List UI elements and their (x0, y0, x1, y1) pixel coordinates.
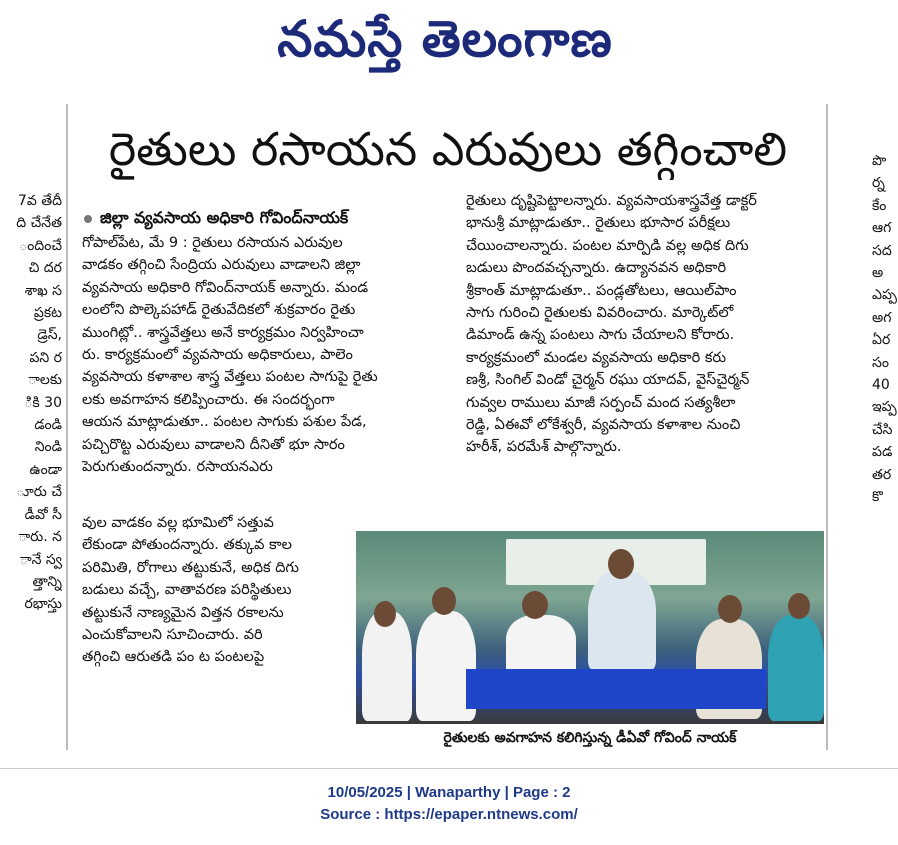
text-line: లకు అవగాహన కలిప్పించారు. ఈ సందర్భంగా (82, 391, 335, 408)
article-headline: రైతులు రసాయన ఎరువులు తగ్గించాలి (108, 122, 788, 176)
text-line: ికి 30 (24, 394, 62, 411)
photo-caption: రైతులకు అవగాహన కలిగిస్తున్న డీఏవో గోవింద్ నాయక్ (443, 730, 737, 746)
text-line: ూరు చే (16, 484, 62, 501)
text-line: త్తాన్ని (32, 573, 62, 590)
text-line: రైతులు దృష్టిపెట్టాలన్నారు. వ్యవసాయశాస్త్రవేత్త డాక్టర్ (466, 193, 757, 209)
photo-person-head (788, 593, 810, 619)
text-line: అ (872, 265, 884, 282)
text-line: పెరుగుతుందన్నారు. రసాయనఎరు (82, 459, 273, 476)
text-line: రు. కార్యక్రమంలో వ్యవసాయ అధికారులు, పాలెం (82, 347, 353, 364)
article-column-2 (466, 190, 818, 459)
photo-person-head (432, 587, 456, 615)
article-column-1 (82, 232, 452, 478)
text-line: డీవో సీ (24, 506, 62, 523)
text-line: బడులు వచ్చే, వాతావరణ పరిస్థితులు (82, 582, 292, 599)
footer-divider (0, 768, 898, 769)
text-line: సద (872, 242, 892, 259)
text-line: కార్యక్రమంలో మండల వ్యవసాయ అధికారి కరు (466, 349, 727, 366)
photo-person-speaking (588, 571, 656, 671)
text-line: ందించే (19, 237, 62, 254)
text-line: ఆగ (872, 220, 892, 237)
article-column-1-continued (82, 512, 368, 669)
text-line: సాగు గురించి రైతులకు వివరించారు. మార్కెట్‌లో (466, 305, 734, 322)
text-line: అగ (872, 309, 892, 326)
text-line: కొ (872, 489, 883, 506)
photo-person-head (374, 601, 396, 627)
text-line: వ్యవసాయ కళాశాల శాస్త్ర వేత్తలు పంటల సాగుపై రైతు (82, 369, 378, 386)
text-line: ముంగిట్లో.. శాస్త్రవేత్తలు అనే కార్యక్రమం నిర్వహించా (82, 324, 364, 341)
text-line: ఆయన మాట్లాడుతూ.. పంటల సాగుకు పశుల పేడ, (82, 414, 367, 431)
text-line: చేయించాలన్నారు. పంటల మార్పిడి వల్ల అధిక దిగు (466, 237, 749, 254)
text-line: ఇప్ప (872, 399, 897, 416)
photo-person-head (608, 549, 634, 579)
page-footer (0, 782, 898, 826)
newspaper-masthead: నమస్తే తెలంగాణ (277, 10, 613, 68)
text-line: ఏర (872, 332, 891, 349)
text-line: డిమాండ్ ఉన్న పంటలు సాగు చేయాలని కోరారు. (466, 327, 735, 344)
text-line: డండి (34, 417, 62, 434)
footer-date-edition: 10/05/2025 | Wanaparthy | Page : 2 (327, 784, 571, 801)
text-line: రభాస్తు (24, 596, 62, 613)
text-line: తగ్గించి ఆరుతడి పం ట పంటలపై (82, 649, 265, 666)
text-line: పొ (872, 153, 887, 169)
event-photo (356, 531, 824, 724)
text-line: శ్రీకాంత్ మాట్లాడుతూ.. పండ్లతోటలు, ఆయిల్‌పాం (466, 282, 737, 299)
text-line: సం (872, 354, 889, 371)
text-line: పడ (872, 444, 893, 461)
text-line: తట్టుకునే నాణ్యమైన విత్తన రకాలను (82, 604, 284, 621)
text-line: ర్న (872, 175, 885, 192)
text-line: వాడకం తగ్గించి సేంద్రియ ఎరువులు వాడాలని జిల్లా (82, 257, 361, 274)
text-line: ఉండా (29, 461, 62, 478)
photo-table (466, 669, 766, 709)
text-line: ాలకు (28, 372, 62, 389)
text-line: పరిమితి, రోగాలు తట్టుకునే, అధిక దిగు (82, 559, 299, 576)
byline-text: జిల్లా వ్యవసాయ అధికారి గోవింద్‌నాయక్ (100, 208, 349, 227)
footer-source: Source : https://epaper.ntnews.com/ (320, 806, 578, 823)
photo-person-head (522, 591, 548, 619)
text-line: తర (872, 466, 892, 483)
photo-person-head (718, 595, 742, 623)
text-line: 40 (872, 377, 890, 394)
text-line: పని ర (29, 349, 62, 366)
adjacent-article-left (0, 190, 62, 616)
adjacent-article-right (872, 150, 898, 509)
text-line: చేసి (872, 421, 893, 438)
text-line: పచ్చిరొట్ట ఎరువులు వాడాలని దీనితో భూ సారం (82, 436, 345, 453)
text-line: ానే స్వ (19, 551, 62, 568)
text-line: వుల వాడకం వల్ల భూమిలో సత్తువ (82, 515, 274, 531)
text-line: కేం (872, 197, 887, 214)
text-line: హరీశ్, పరమేశ్ పాల్గొన్నారు. (466, 439, 622, 456)
text-line: డ్రెస్, (37, 327, 62, 344)
text-line: ారు. న (18, 529, 62, 546)
text-line: వ్యవసాయ అధికారి గోవింద్‌నాయక్ అన్నారు. మండ (82, 279, 369, 296)
text-line: చి దర (28, 260, 62, 277)
text-line: ణశ్రీ, సింగిల్ విండో చైర్మన్ రఘు యాదవ్, వైస్‌చైర్మన్ (466, 372, 750, 389)
photo-person (362, 611, 412, 721)
photo-person (506, 615, 576, 675)
text-line: శాఖ స (24, 282, 62, 299)
text-line: నిండి (34, 439, 62, 456)
text-line: ఎప్ప (872, 287, 897, 304)
text-line: రెడ్డి, ఏఈవో లోకేశ్వరీ, వ్యవసాయ కళాశాల నుంచి (466, 417, 741, 434)
text-line: భానుశ్రీ మాట్లాడుతూ.. రైతులు భూసార పరీక్షలు (466, 215, 731, 232)
text-line: ది చేనేత (16, 215, 62, 232)
photo-person (768, 615, 824, 721)
text-line: బడులు పొందవచ్చన్నారు. ఉద్యానవన అధికారి (466, 260, 727, 277)
text-line: గోపాల్‌పేట, మే 9 : రైతులు రసాయన ఎరువుల (82, 235, 343, 251)
text-line: 7వ తేదీ (17, 193, 62, 209)
text-line: గువ్వల రాములు మాజీ సర్పంచ్ మంద సత్యశీలా (466, 394, 736, 411)
text-line: లేకుండా పోతుందన్నారు. తక్కువ కాల (82, 537, 292, 554)
text-line: ప్రకట (33, 305, 62, 322)
bullet-icon (84, 215, 92, 223)
article-byline (84, 205, 454, 231)
text-line: ఎంచుకోవాలని సూచించారు. వరి (82, 627, 263, 644)
text-line: లంలోని పొల్కెపహాడ్ రైతువేదికలో శుక్రవారం రైతు (82, 302, 356, 319)
